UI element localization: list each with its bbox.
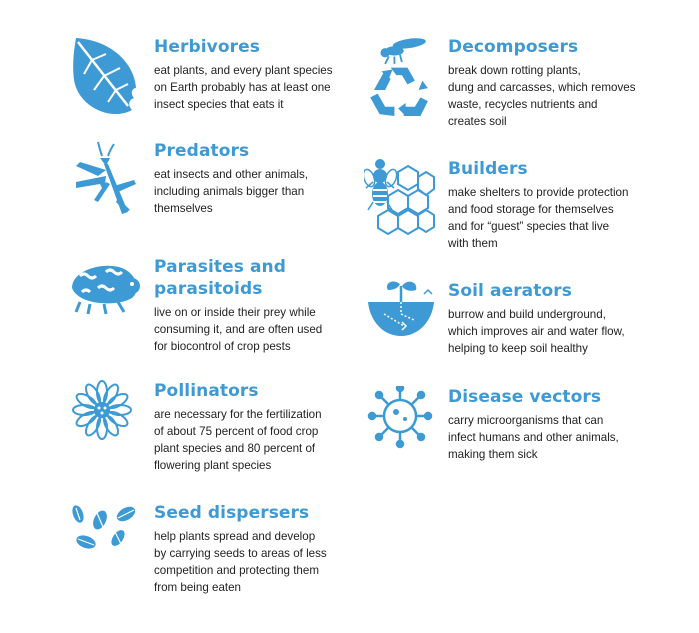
item-title: Seed dispersers — [154, 503, 310, 523]
item-title: Pollinators — [154, 381, 259, 401]
item-title: Builders — [448, 159, 528, 179]
item-description: live on or inside their prey while consuming it, and are often used for biocontrol of crop pests — [154, 306, 323, 353]
mantis-icon — [70, 140, 142, 220]
item-title: Decomposers — [448, 37, 579, 57]
item-description: burrow and build underground, which improves air and water flow, helping to keep soil healthy — [448, 308, 625, 355]
parasite-mite-icon — [70, 256, 142, 336]
seeds-icon — [70, 502, 142, 582]
item-description: are necessary for the fertilization of about 75 percent of food crop plant species and 80 percent of flowering plant species — [154, 408, 322, 472]
item-title: Disease vectors — [448, 387, 602, 407]
item-description: eat insects and other animals, including animals bigger than themselves — [154, 168, 309, 215]
item-title: Herbivores — [154, 37, 260, 57]
sprout-soil-icon — [364, 280, 436, 360]
item-title: Predators — [154, 141, 250, 161]
item-description: make shelters to provide protection and food storage for themselves and for “guest” species that live with them — [448, 186, 629, 250]
item-description: help plants spread and develop by carrying seeds to areas of less competition and protecting them from being eaten — [154, 530, 327, 594]
item-title: Soil aerators — [448, 281, 572, 301]
item-title: Parasites and parasitoids — [154, 257, 287, 299]
bee-honeycomb-icon — [364, 158, 436, 238]
item-description: eat plants, and every plant species on Earth probably has at least one insect species that eats it — [154, 64, 333, 111]
leaf-icon — [70, 36, 142, 116]
recycle-fly-icon — [364, 36, 436, 116]
virus-icon — [364, 386, 436, 466]
item-description: carry microorganisms that can infect humans and other animals, making them sick — [448, 414, 619, 461]
flower-icon — [70, 380, 142, 460]
item-description: break down rotting plants, dung and carcasses, which removes waste, recycles nutrients and creates soil — [448, 64, 636, 128]
